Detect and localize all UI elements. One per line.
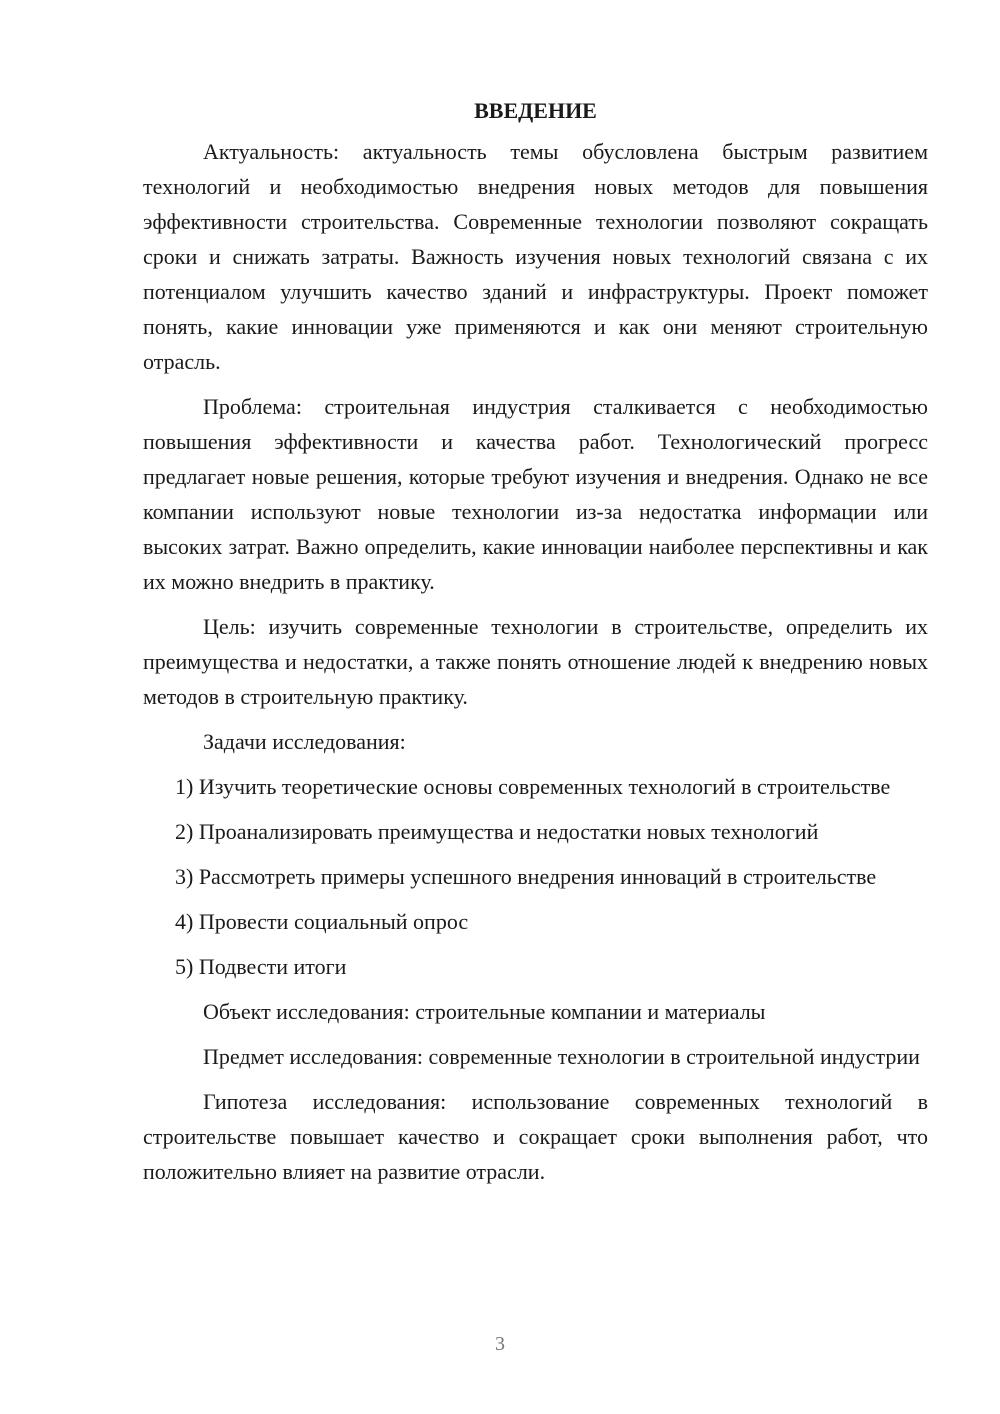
- problem-paragraph: Проблема: строительная индустрия сталкивается с необходимостью повышения эффективности и качества работ. Технологический прогресс предлагает новые решения, которые требуют изучения и внедрения. Однако не все компании используют новые технологии из-за недостатка информации или высоких затрат. Важно определить, какие инновации наиболее перспективны и как их можно внедрить в практику.: [143, 394, 928, 594]
- task-item-1: 1) Изучить теоретические основы современных технологий в строительстве: [175, 774, 891, 799]
- tasks-heading: Задачи исследования:: [203, 729, 406, 754]
- task-item-2: 2) Проанализировать преимущества и недостатки новых технологий: [175, 819, 819, 844]
- relevance-paragraph: Актуальность: актуальность темы обусловлена быстрым развитием технологий и необходимостью внедрения новых методов для повышения эффективности строительства. Современные технологии позволяют сокращать сроки и снижать затраты. Важность изучения новых технологий связана с их потенциалом улучшить качество зданий и инфраструктуры. Проект поможет понять, какие инновации уже применяются и как они меняют строительную отрасль.: [143, 139, 928, 374]
- task-item-4: 4) Провести социальный опрос: [175, 909, 469, 934]
- object-paragraph: Объект исследования: строительные компании и материалы: [203, 999, 766, 1024]
- page-number: 3: [495, 1333, 505, 1355]
- task-item-3: 3) Рассмотреть примеры успешного внедрения инноваций в строительстве: [175, 864, 877, 889]
- goal-paragraph: Цель: изучить современные технологии в строительстве, определить их преимущества и недостатки, а также понять отношение людей к внедрению новых методов в строительную практику.: [143, 614, 928, 709]
- hypothesis-paragraph: Гипотеза исследования: использование современных технологий в строительстве повышает качество и сокращает сроки выполнения работ, что положительно влияет на развитие отрасли.: [143, 1089, 928, 1184]
- document-page: [143, 96, 928, 1199]
- subject-paragraph: Предмет исследования: современные технологии в строительной индустрии: [203, 1044, 920, 1069]
- page-title: ВВЕДЕНИЕ: [474, 98, 597, 123]
- task-item-5: 5) Подвести итоги: [175, 954, 347, 979]
